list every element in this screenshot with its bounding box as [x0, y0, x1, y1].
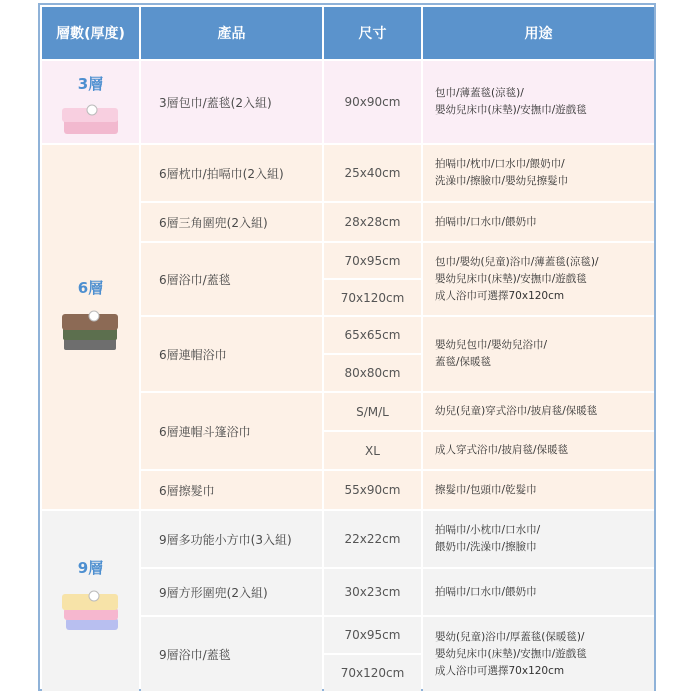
size-cell: 70x120cm — [324, 655, 421, 691]
usage-cell — [423, 61, 654, 143]
product-cell: 6層連帽斗篷浴巾 — [141, 393, 322, 469]
size-cell: 90x90cm — [324, 61, 421, 143]
usage-line: 餵奶巾/洗澡巾/擦臉巾 — [435, 541, 537, 553]
usage-cell — [423, 569, 654, 615]
size-cell: 55x90cm — [324, 471, 421, 509]
brown-green-grey-towel-stack-icon — [58, 304, 124, 356]
usage-line: 成人浴巾可選擇70x120cm — [435, 289, 565, 302]
size-cell: 28x28cm — [324, 203, 421, 241]
usage-line: 幼兒(兒童)穿式浴巾/披肩毯/保暖毯 — [435, 405, 598, 417]
usage-cell — [423, 511, 654, 567]
layer-label: 9層 — [77, 559, 104, 577]
usage-line: 嬰幼(兒童)浴巾/厚蓋毯(保暖毯)/ — [435, 630, 585, 643]
header-size: 尺寸 — [324, 7, 421, 59]
layer-cell-9 — [42, 511, 139, 691]
header-product: 產品 — [141, 7, 322, 59]
usage-cell — [423, 471, 654, 509]
size-cell: 80x80cm — [324, 355, 421, 391]
product-cell: 9層浴巾/蓋毯 — [141, 617, 322, 691]
spec-table — [38, 3, 656, 691]
usage-line: 拍嗝巾/小枕巾/口水巾/ — [435, 524, 541, 536]
usage-line: 拍嗝巾/口水巾/餵奶巾 — [435, 215, 537, 228]
size-cell: S/M/L — [324, 393, 421, 430]
product-cell: 3層包巾/蓋毯(2入組) — [141, 61, 322, 143]
usage-line: 嬰幼兒床巾(床墊)/安撫巾/遊戲毯 — [435, 272, 587, 285]
usage-line: 成人浴巾可選擇70x120cm — [435, 664, 565, 677]
product-cell: 6層擦髮巾 — [141, 471, 322, 509]
size-cell: 70x120cm — [324, 280, 421, 315]
product-cell: 6層浴巾/蓋毯 — [141, 243, 322, 315]
usage-line: 蓋毯/保暖毯 — [435, 356, 492, 368]
size-cell: 70x95cm — [324, 243, 421, 278]
usage-cell — [423, 243, 654, 315]
usage-cell — [423, 617, 654, 691]
yellow-pink-blue-towel-stack-icon — [58, 584, 124, 636]
usage-cell — [423, 393, 654, 430]
size-cell: 22x22cm — [324, 511, 421, 567]
layer-label: 6層 — [77, 279, 104, 297]
size-cell: 25x40cm — [324, 145, 421, 201]
usage-line: 擦髮巾/包頭巾/乾髮巾 — [435, 483, 537, 496]
usage-line: 嬰幼兒床巾(床墊)/安撫巾/遊戲毯 — [435, 647, 587, 660]
layer-cell-3 — [42, 61, 139, 143]
header-layer: 層數(厚度) — [42, 7, 139, 59]
size-cell: 30x23cm — [324, 569, 421, 615]
usage-line: 拍嗝巾/口水巾/餵奶巾 — [435, 585, 537, 598]
usage-line: 嬰幼兒床巾(床墊)/安撫巾/遊戲毯 — [435, 104, 587, 116]
usage-line: 洗澡巾/擦臉巾/嬰幼兒擦髮巾 — [435, 175, 569, 187]
product-cell: 9層多功能小方巾(3入組) — [141, 511, 322, 567]
usage-cell — [423, 145, 654, 201]
product-cell: 9層方形圍兜(2入組) — [141, 569, 322, 615]
product-cell: 6層三角圍兜(2入組) — [141, 203, 322, 241]
layer-cell-6 — [42, 145, 139, 509]
usage-line: 包巾/薄蓋毯(涼毯)/ — [435, 87, 524, 99]
size-cell: 65x65cm — [324, 317, 421, 353]
usage-line: 成人穿式浴巾/披肩毯/保暖毯 — [435, 444, 569, 456]
usage-cell — [423, 317, 654, 391]
header-usage: 用途 — [423, 7, 654, 59]
size-cell: XL — [324, 432, 421, 469]
usage-line: 拍嗝巾/枕巾/口水巾/餵奶巾/ — [435, 158, 565, 170]
size-cell: 70x95cm — [324, 617, 421, 653]
usage-line: 包巾/嬰幼(兒童)浴巾/薄蓋毯(涼毯)/ — [435, 255, 599, 268]
usage-cell — [423, 432, 654, 469]
product-cell: 6層枕巾/拍嗝巾(2入組) — [141, 145, 322, 201]
layer-label: 3層 — [77, 75, 104, 93]
pink-towel-stack-icon — [58, 100, 124, 140]
product-cell: 6層連帽浴巾 — [141, 317, 322, 391]
usage-cell — [423, 203, 654, 241]
usage-line: 嬰幼兒包巾/嬰幼兒浴巾/ — [435, 339, 548, 351]
